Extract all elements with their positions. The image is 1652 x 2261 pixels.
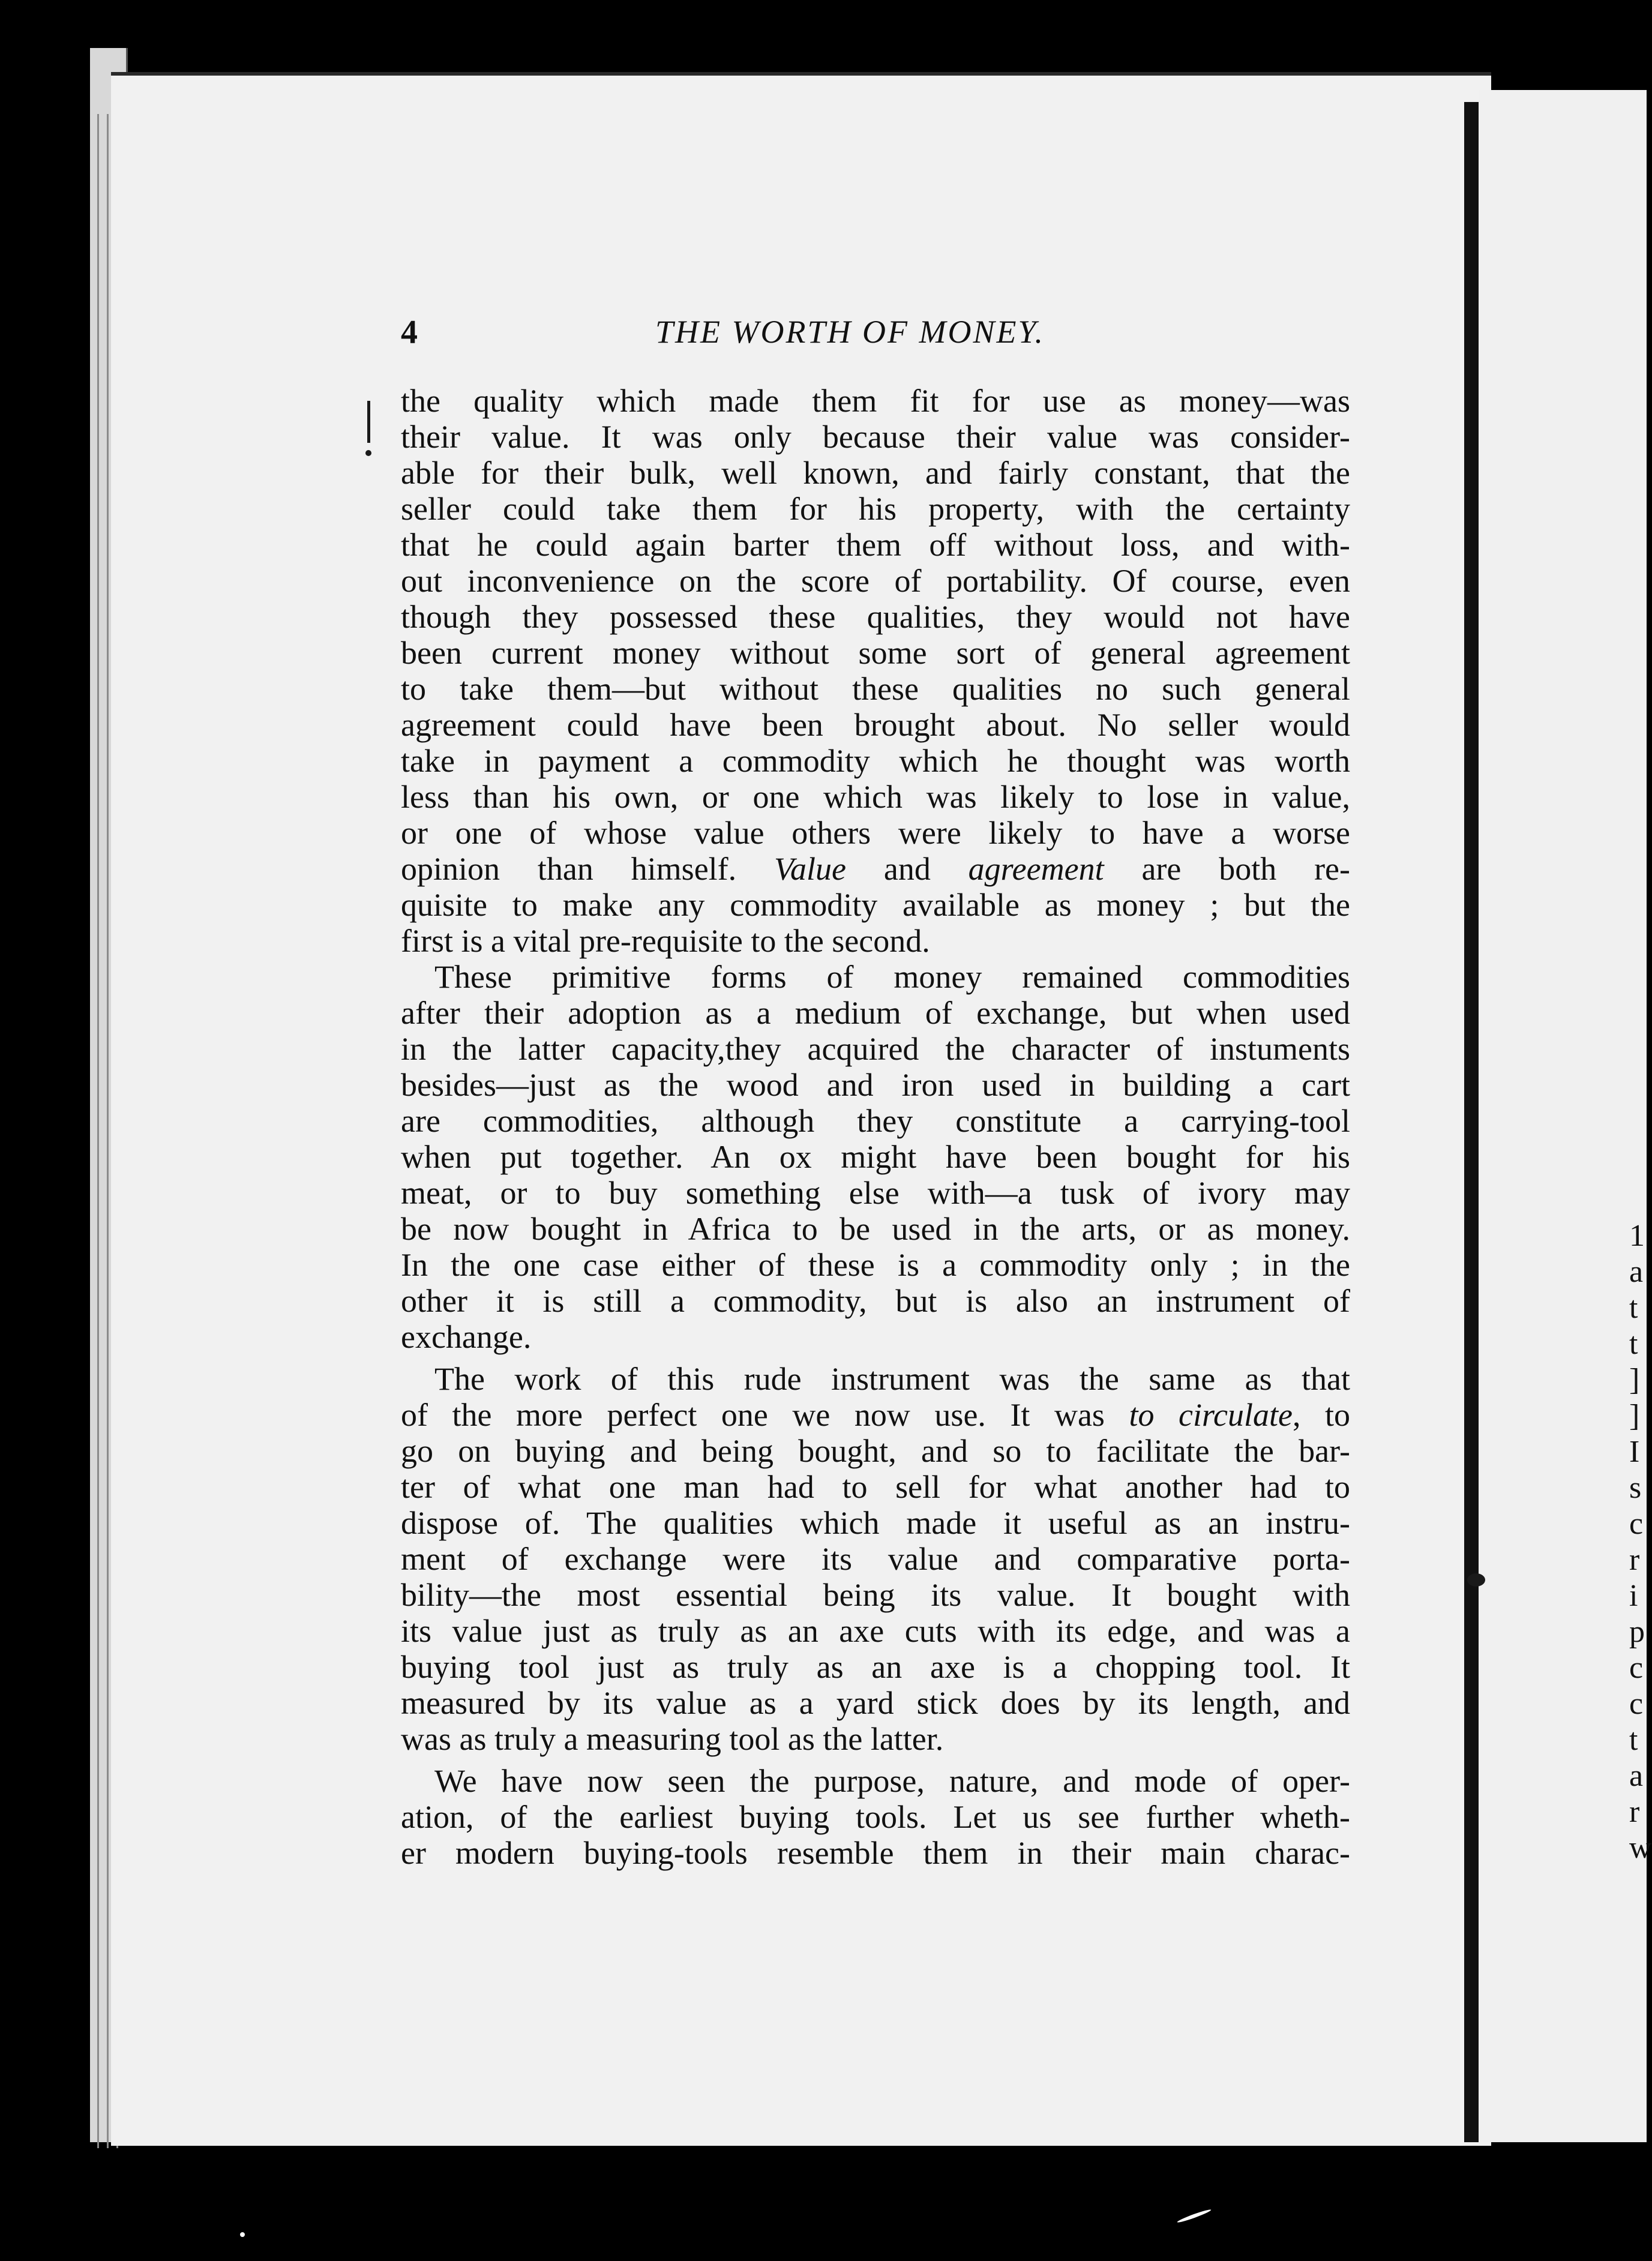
- italic-word: Value: [774, 851, 846, 887]
- text-line: These primitive forms of money remained commodities: [434, 959, 1350, 995]
- text-run: of the more perfect one we now use. It was: [401, 1397, 1129, 1433]
- text-line: er modern buying-tools resemble them in their main charac-: [401, 1835, 1350, 1871]
- text-line: first is a vital pre-requisite to the second.: [401, 923, 930, 959]
- facing-page-fragment: 1 a t t ] ] I s c r i p c c t a r w: [1629, 1219, 1652, 1865]
- paragraph: [401, 1763, 1350, 1871]
- running-title: THE WORTH OF MONEY.: [655, 314, 1045, 350]
- text-run: opinion than himself.: [401, 851, 775, 887]
- text-line: less than his own, or one which was likely to lose in value,: [401, 779, 1350, 815]
- italic-phrase: to circulate: [1129, 1397, 1293, 1433]
- text-line: that he could again barter them off without loss, and with-: [401, 527, 1350, 563]
- text-line: though they possessed these qualities, they would not have: [401, 599, 1350, 635]
- text-run: and: [846, 851, 969, 887]
- text-run: , to: [1292, 1397, 1350, 1433]
- paragraph: [401, 959, 1350, 1355]
- text-line: are commodities, although they constitute a carrying-tool: [401, 1103, 1350, 1139]
- page-number: 4: [401, 314, 418, 351]
- text-line: out inconvenience on the score of portability. Of course, even: [401, 563, 1350, 599]
- text-line: ation, of the earliest buying tools. Let us see further wheth-: [401, 1799, 1350, 1835]
- text-line: bility—the most essential being its value. It bought with: [401, 1577, 1350, 1613]
- text-line: their value. It was only because their value was consider-: [401, 419, 1350, 455]
- text-line: quisite to make any commodity available as money ; but the: [401, 887, 1350, 923]
- scan-speck: [240, 2232, 245, 2237]
- text-line: was as truly a measuring tool as the latter.: [401, 1721, 944, 1757]
- page-edge-line: [107, 114, 109, 2148]
- paragraph: [401, 1361, 1350, 1757]
- page-edge-line: [97, 114, 99, 2148]
- page-header: [401, 313, 1361, 355]
- margin-mark: [367, 401, 370, 443]
- italic-word: agreement: [968, 851, 1104, 887]
- text-line: after their adoption as a medium of exchange, but when used: [401, 995, 1350, 1031]
- text-line: in the latter capacity,they acquired the character of instuments: [401, 1031, 1350, 1067]
- text-line: In the one case either of these is a commodity only ; in the: [401, 1247, 1350, 1283]
- body-text: [401, 383, 1350, 1871]
- text-line: its value just as truly as an axe cuts with its edge, and was a: [401, 1613, 1350, 1649]
- book-spine: [1464, 102, 1479, 2142]
- text-line: besides—just as the wood and iron used in building a cart: [401, 1067, 1350, 1103]
- text-line: be now bought in Africa to be used in the arts, or as money.: [401, 1211, 1350, 1247]
- text-line: able for their bulk, well known, and fairly constant, that the: [401, 455, 1350, 491]
- text-line: seller could take them for his property, with the certainty: [401, 491, 1350, 527]
- text-line: We have now seen the purpose, nature, and mode of oper-: [434, 1763, 1350, 1799]
- text-line-with-italics: [401, 1397, 1350, 1433]
- text-line: dispose of. The qualities which made it useful as an instru-: [401, 1505, 1350, 1541]
- text-line: buying tool just as truly as an axe is a chopping tool. It: [401, 1649, 1350, 1685]
- text-line: ment of exchange were its value and comparative porta-: [401, 1541, 1350, 1577]
- text-line: measured by its value as a yard stick does by its length, and: [401, 1685, 1350, 1721]
- text-line: been current money without some sort of general agreement: [401, 635, 1350, 671]
- text-line: the quality which made them fit for use as money—was: [401, 383, 1350, 419]
- text-line: take in payment a commodity which he thought was worth: [401, 743, 1350, 779]
- text-run: are both re-: [1104, 851, 1351, 887]
- text-line: when put together. An ox might have been bought for his: [401, 1139, 1350, 1175]
- text-line: meat, or to buy something else with—a tusk of ivory may: [401, 1175, 1350, 1211]
- paragraph: [401, 383, 1350, 959]
- margin-dot: [365, 450, 371, 456]
- text-line: agreement could have been brought about. No seller would: [401, 707, 1350, 743]
- text-line: other it is still a commodity, but is also an instrument of: [401, 1283, 1350, 1319]
- text-line: exchange.: [401, 1319, 532, 1355]
- facing-page: [1479, 90, 1652, 2142]
- scan-speck: [1177, 2208, 1212, 2224]
- text-line: to take them—but without these qualities no such general: [401, 671, 1350, 707]
- text-line: go on buying and being bought, and so to facilitate the bar-: [401, 1433, 1350, 1469]
- text-line-with-italics: [401, 851, 1350, 887]
- text-line: The work of this rude instrument was the same as that: [434, 1361, 1350, 1397]
- text-line: ter of what one man had to sell for what another had to: [401, 1469, 1350, 1505]
- spine-blot: [1467, 1573, 1485, 1587]
- text-line: or one of whose value others were likely to have a worse: [401, 815, 1350, 851]
